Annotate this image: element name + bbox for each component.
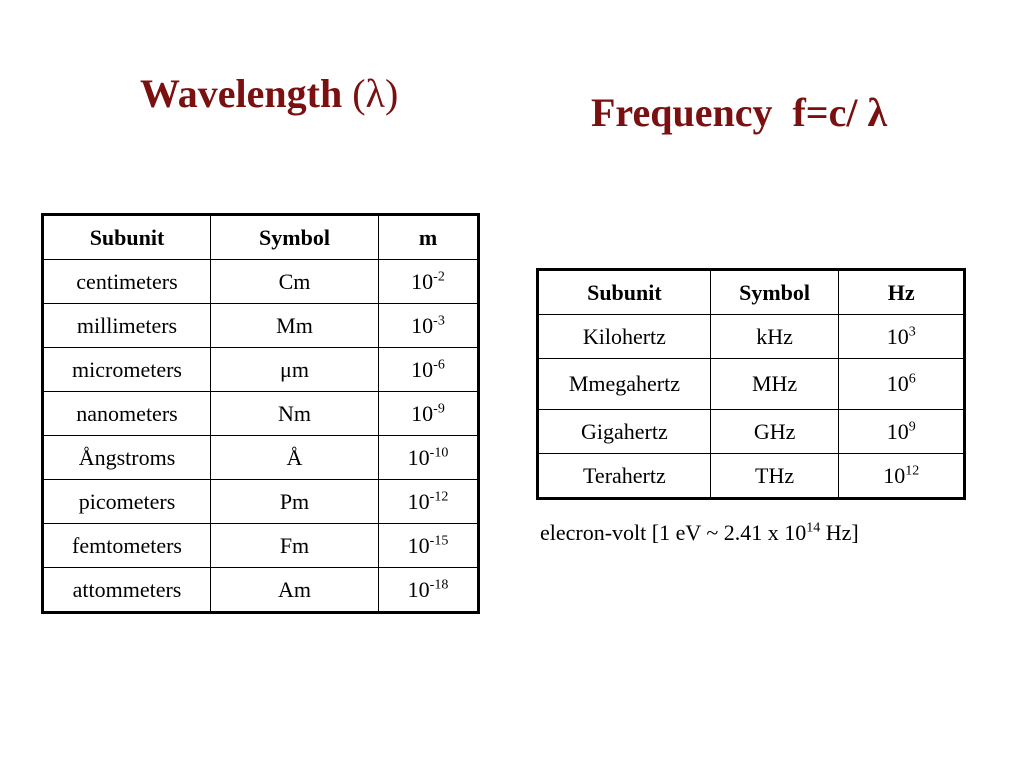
value-exponent: -2: [433, 269, 445, 285]
ev-note-suffix: Hz]: [820, 520, 859, 545]
table-row: [43, 260, 479, 304]
wavelength-title-symbol: (λ): [352, 71, 399, 116]
table-row: [538, 454, 965, 499]
table-row: [43, 480, 479, 524]
value-exponent: 12: [905, 463, 920, 479]
value-cell: [379, 436, 479, 480]
frequency-table: [536, 268, 966, 500]
electron-volt-note: [540, 518, 859, 548]
wavelength-table-header-row: [43, 215, 479, 260]
value-base: 10: [886, 371, 909, 396]
subunit-cell: picometers: [43, 480, 211, 524]
subunit-cell: Gigahertz: [538, 410, 711, 454]
subunit-cell: Kilohertz: [538, 315, 711, 359]
column-header-symbol: Symbol: [211, 215, 379, 260]
value-base: 10: [407, 488, 430, 514]
subunit-cell: centimeters: [43, 260, 211, 304]
value-cell: [839, 359, 965, 410]
column-header-subunit: Subunit: [43, 215, 211, 260]
frequency-title: [591, 89, 887, 137]
value-cell: [839, 454, 965, 499]
value-base: 10: [407, 444, 430, 470]
value-cell: [379, 392, 479, 436]
value-base: 10: [411, 356, 434, 382]
subunit-cell: Terahertz: [538, 454, 711, 499]
value-base: 10: [411, 268, 434, 294]
frequency-table-header-row: [538, 270, 965, 315]
subunit-cell: attommeters: [43, 568, 211, 613]
value-exponent: -10: [429, 445, 449, 461]
symbol-cell: MHz: [710, 359, 839, 410]
wavelength-title: [140, 70, 398, 118]
table-row: [538, 359, 965, 410]
value-exponent: 6: [908, 371, 916, 387]
value-cell: [379, 304, 479, 348]
subunit-cell: micrometers: [43, 348, 211, 392]
table-row: [43, 436, 479, 480]
value-exponent: -3: [433, 313, 445, 329]
symbol-cell: Cm: [211, 260, 379, 304]
value-cell: [379, 348, 479, 392]
value-exponent: -15: [429, 533, 449, 549]
value-base: 10: [407, 532, 430, 558]
value-exponent: 9: [908, 419, 916, 435]
ev-note-prefix: elecron-volt [1 eV ~ 2.41 x 10: [540, 520, 807, 545]
column-header-symbol: Symbol: [710, 270, 839, 315]
value-cell: [379, 524, 479, 568]
subunit-cell: Ångstroms: [43, 436, 211, 480]
value-exponent: -9: [433, 401, 445, 417]
value-base: 10: [407, 576, 430, 602]
value-base: 10: [411, 312, 434, 338]
value-base: 10: [886, 418, 909, 444]
symbol-cell: GHz: [710, 410, 839, 454]
table-row: [43, 392, 479, 436]
symbol-cell: Å: [211, 436, 379, 480]
subunit-cell: Mmegahertz: [538, 359, 711, 410]
symbol-cell: Nm: [211, 392, 379, 436]
table-row: [43, 304, 479, 348]
table-row: [538, 315, 965, 359]
value-exponent: 3: [908, 324, 916, 340]
frequency-title-label: Frequency: [591, 90, 773, 135]
wavelength-title-label: Wavelength: [140, 71, 343, 116]
value-cell: [839, 315, 965, 359]
subunit-cell: nanometers: [43, 392, 211, 436]
subunit-cell: millimeters: [43, 304, 211, 348]
frequency-title-formula: f=c/ λ: [792, 90, 888, 135]
value-base: 10: [883, 462, 906, 488]
ev-note-exponent: 14: [806, 520, 821, 536]
column-header-unit: Hz: [839, 270, 965, 315]
value-cell: [379, 260, 479, 304]
symbol-cell: μm: [211, 348, 379, 392]
symbol-cell: Am: [211, 568, 379, 613]
value-cell: [379, 480, 479, 524]
value-exponent: -6: [433, 357, 445, 373]
table-row: [43, 568, 479, 613]
symbol-cell: kHz: [710, 315, 839, 359]
value-base: 10: [886, 323, 909, 349]
value-cell: [379, 568, 479, 613]
symbol-cell: THz: [710, 454, 839, 499]
column-header-unit: m: [379, 215, 479, 260]
table-row: [538, 410, 965, 454]
value-exponent: -18: [429, 577, 449, 593]
symbol-cell: Mm: [211, 304, 379, 348]
symbol-cell: Pm: [211, 480, 379, 524]
column-header-subunit: Subunit: [538, 270, 711, 315]
value-exponent: -12: [429, 489, 449, 505]
symbol-cell: Fm: [211, 524, 379, 568]
value-base: 10: [411, 400, 434, 426]
table-row: [43, 524, 479, 568]
wavelength-table: [41, 213, 480, 614]
table-row: [43, 348, 479, 392]
subunit-cell: femtometers: [43, 524, 211, 568]
value-cell: [839, 410, 965, 454]
